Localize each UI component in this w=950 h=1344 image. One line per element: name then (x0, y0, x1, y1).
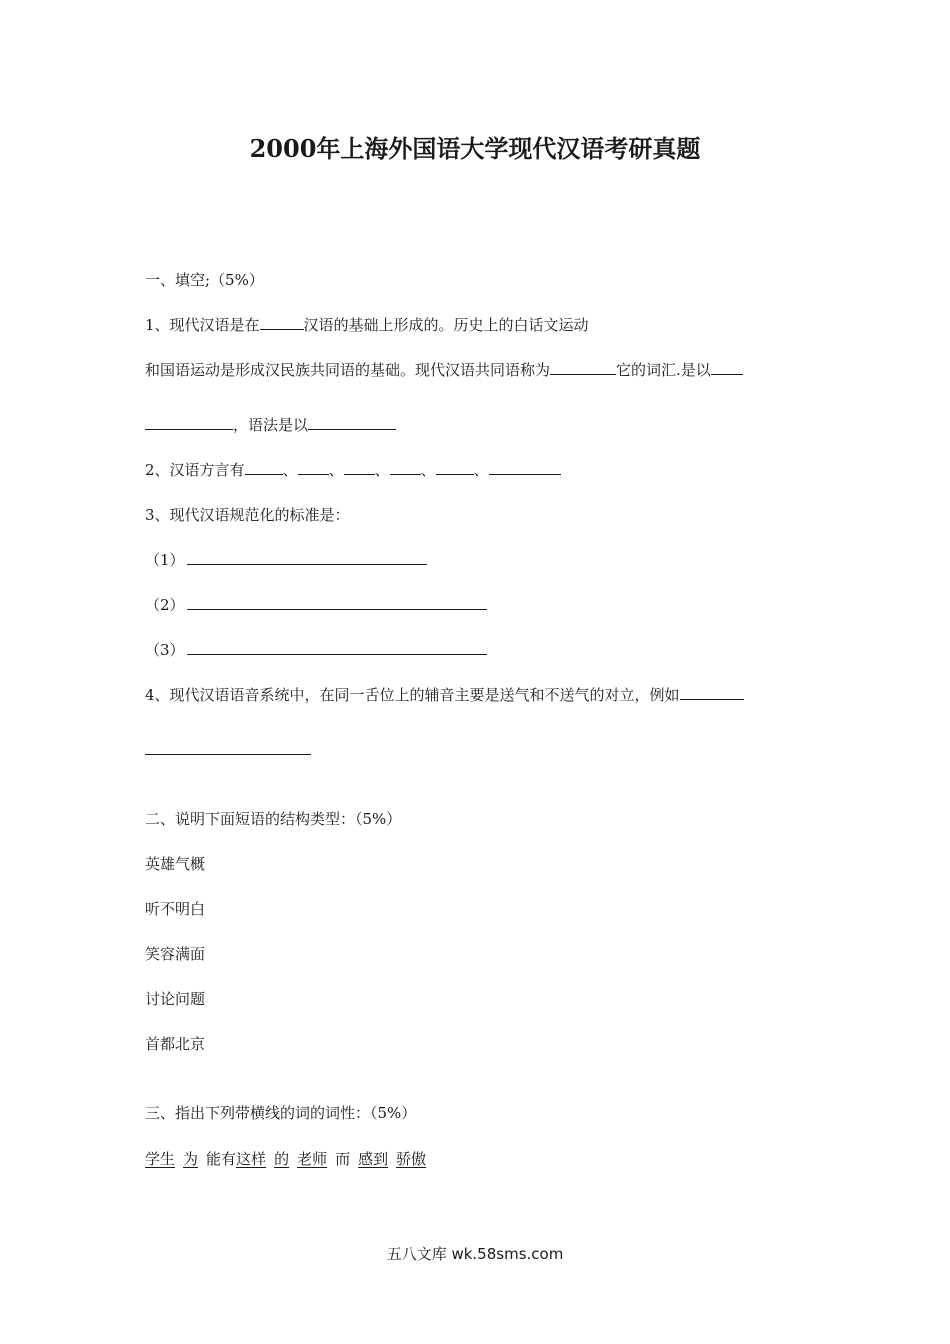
footer-watermark: 五八文库 wk.58sms.com (386, 1245, 564, 1263)
plain-word: 而 (335, 1150, 351, 1168)
page-title: 2000年上海外国语大学现代汉语考研真题 (249, 134, 701, 163)
phrase-item: 英雄气概 (145, 855, 206, 873)
answer-blank[interactable] (187, 639, 487, 655)
section-3-heading: 三、指出下列带横线的词的词性：（5%） (145, 1104, 417, 1122)
item-number: （3） (145, 641, 185, 659)
answer-blank[interactable] (245, 459, 283, 475)
question-1-line-1 (145, 314, 589, 336)
answer-blank[interactable] (298, 459, 329, 475)
q2-text: 2、汉语方言有 (145, 461, 245, 479)
underlined-word: 老师 (297, 1150, 328, 1168)
answer-blank[interactable] (550, 359, 616, 375)
question-2 (145, 459, 561, 481)
question-1-line-3 (145, 414, 396, 436)
q1-text-e: ，语法是以 (233, 416, 309, 434)
answer-blank[interactable] (711, 359, 743, 375)
answer-blank[interactable] (308, 414, 396, 430)
question-3-item-3 (145, 639, 487, 661)
question-3-item-1 (145, 549, 427, 571)
underlined-word: 为 (183, 1150, 199, 1168)
q1-text-c: 和国语运动是形成汉民族共同语的基础。现代汉语共同语称为 (145, 361, 551, 379)
phrase-item: 笑容满面 (145, 945, 206, 963)
answer-blank[interactable] (436, 459, 474, 475)
answer-blank[interactable] (344, 459, 375, 475)
phrase-item: 首都北京 (145, 1035, 206, 1053)
question-4-line-1 (145, 684, 744, 706)
underlined-word: 的 (274, 1150, 290, 1168)
q4-text: 4、现代汉语语音系统中，在同一舌位上的辅音主要是送气和不送气的对立，例如 (145, 686, 680, 704)
underlined-sentence (145, 1148, 426, 1170)
answer-blank[interactable] (187, 549, 427, 565)
question-3-item-2 (145, 594, 487, 616)
answer-blank[interactable] (187, 594, 487, 610)
underlined-word: 这样 (236, 1150, 267, 1168)
answer-blank[interactable] (489, 459, 561, 475)
q1-text-a: 1、现代汉语是在 (145, 316, 260, 334)
answer-blank[interactable] (680, 684, 744, 700)
q1-text-d: 它的词汇.是以 (616, 361, 711, 379)
question-3: 3、现代汉语规范化的标准是： (145, 506, 350, 524)
answer-blank[interactable] (145, 739, 311, 755)
item-number: （2） (145, 596, 185, 614)
answer-blank[interactable] (260, 314, 304, 330)
answer-blank[interactable] (390, 459, 421, 475)
underlined-word: 骄傲 (396, 1150, 427, 1168)
answer-blank[interactable] (145, 414, 233, 430)
phrase-item: 讨论问题 (145, 990, 206, 1008)
underlined-word: 学生 (145, 1150, 176, 1168)
separator: 、 (374, 461, 390, 479)
separator: 、 (420, 461, 436, 479)
underlined-word: 感到 (358, 1150, 389, 1168)
separator: 、 (328, 461, 344, 479)
plain-word: 能有 (206, 1150, 237, 1168)
item-number: （1） (145, 551, 185, 569)
question-4-line-2 (145, 739, 311, 761)
separator: 、 (282, 461, 298, 479)
section-2-heading: 二、说明下面短语的结构类型：（5%） (145, 810, 402, 828)
section-1-heading: 一、填空;（5%） (145, 271, 264, 289)
phrase-item: 听不明白 (145, 900, 206, 918)
q1-text-b: 汉语的基础上形成的。历史上的白话文运动 (303, 316, 589, 334)
question-1-line-2 (145, 359, 743, 381)
separator: 、 (473, 461, 489, 479)
